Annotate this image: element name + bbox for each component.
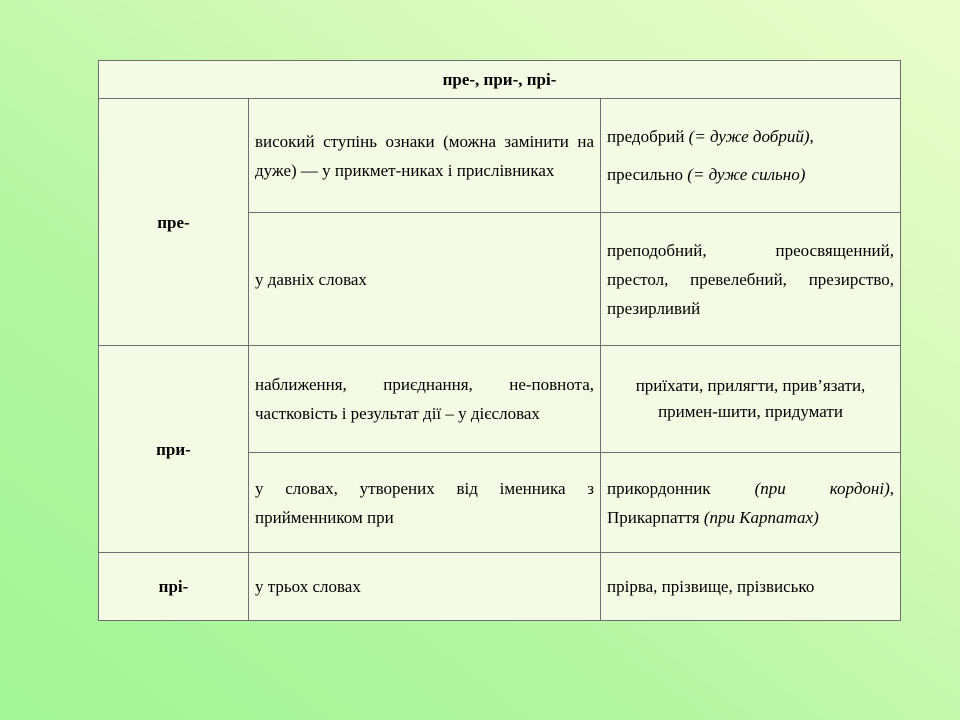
example-text: , Прикарпаття xyxy=(607,478,894,527)
table-row xyxy=(99,346,901,453)
explanation-cell: високий ступінь ознаки (можна замінити на дуже) — у прикмет-никах і прислівниках xyxy=(249,99,601,213)
example-gloss: (при кордоні) xyxy=(754,478,890,498)
explanation-cell: у трьох словах xyxy=(249,553,601,621)
prefix-label-pri: прі- xyxy=(99,553,249,621)
table-row xyxy=(99,99,901,213)
example-paragraph xyxy=(607,122,894,151)
prefix-rules-table xyxy=(98,60,901,621)
prefix-label-pry: при- xyxy=(99,346,249,553)
example-text: приїхати, прилягти, прив’язати, примен-шити, придумати xyxy=(635,376,866,421)
example-text: прірва, прізвище, прізвисько xyxy=(607,577,815,596)
table-title: пре-, при-, прі- xyxy=(99,61,901,99)
example-paragraph xyxy=(607,373,894,425)
example-gloss: (= дуже сильно) xyxy=(687,165,806,184)
example-text: пресильно xyxy=(607,165,688,184)
example-paragraph xyxy=(607,474,894,532)
example-text: прикордонник xyxy=(607,478,755,498)
examples-cell xyxy=(601,213,901,346)
example-paragraph xyxy=(607,160,894,189)
examples-cell xyxy=(601,346,901,453)
example-paragraph xyxy=(607,236,894,323)
prefix-label-pre: пре- xyxy=(99,99,249,346)
explanation-cell: у давніх словах xyxy=(249,213,601,346)
table-row xyxy=(99,553,901,621)
explanation-cell: наближення, приєднання, не-повнота, частковість і результат дії – у дієсловах xyxy=(249,346,601,453)
example-text: преподобний, преосвященний, престол, превелебний, презирство, презирливий xyxy=(607,240,894,318)
explanation-cell: у словах, утворених від іменника з прийменником при xyxy=(249,453,601,553)
example-gloss: (= дуже добрий) xyxy=(688,127,810,146)
examples-cell xyxy=(601,553,901,621)
examples-cell xyxy=(601,99,901,213)
table-header-row xyxy=(99,61,901,99)
example-paragraph xyxy=(607,572,894,601)
example-text: , xyxy=(809,127,814,146)
example-gloss: (при Карпатах) xyxy=(703,507,819,527)
example-text: предобрий xyxy=(607,127,689,146)
examples-cell xyxy=(601,453,901,553)
